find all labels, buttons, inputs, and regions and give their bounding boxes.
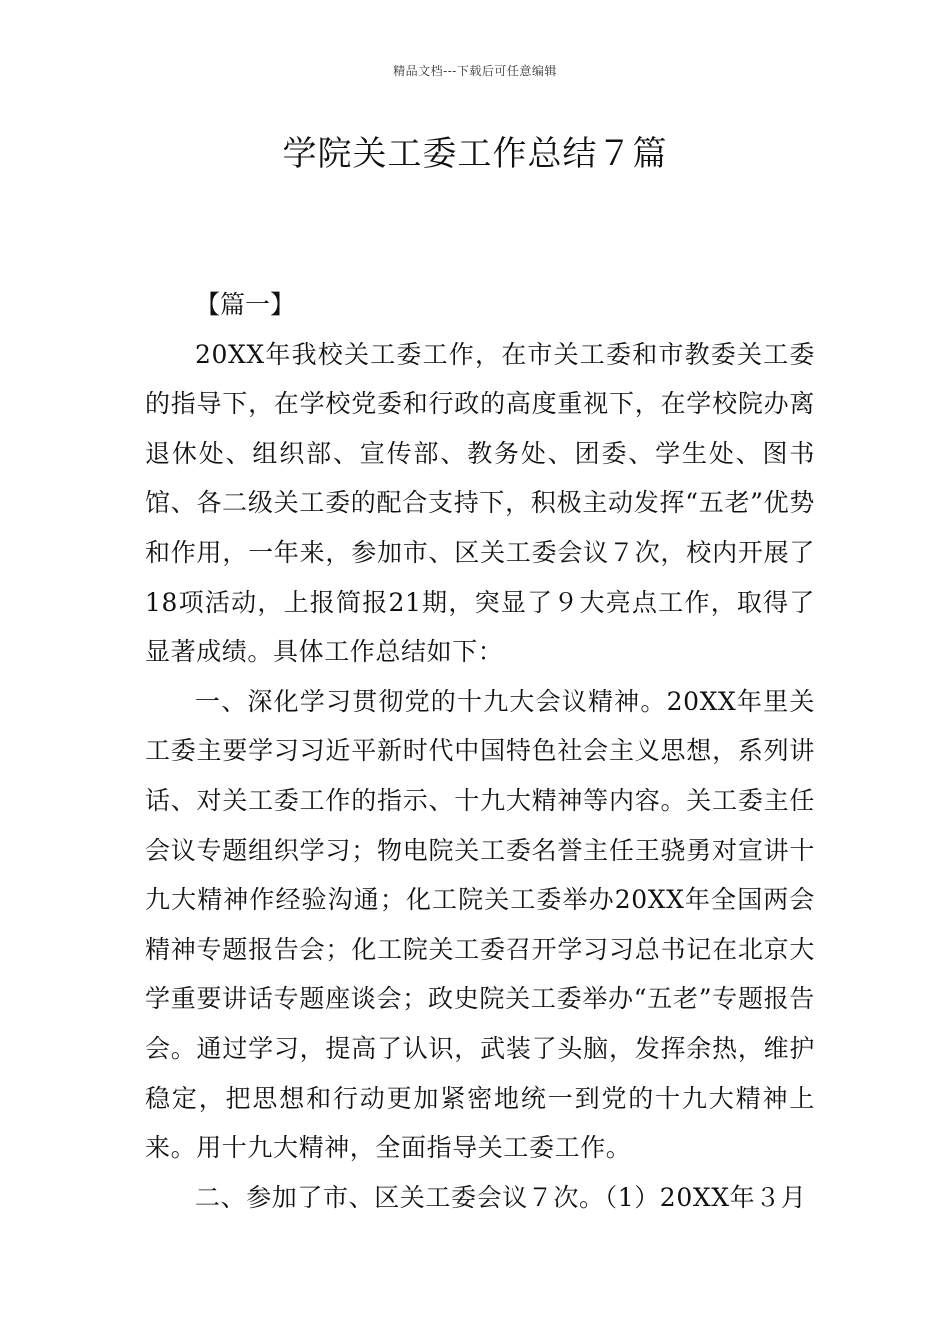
document-title: 学院关工委工作总结７篇 (282, 134, 668, 174)
paragraph-item-2: 二、参加了市、区关工委会议７次。（1）20XX年３月 (195, 1182, 807, 1212)
header-note: 精品文档---下载后可任意编辑 (393, 64, 557, 78)
document-body (145, 280, 815, 1222)
paragraph-item-1: 一、深化学习贯彻党的十九大会议精神。20XX年里关工委主要学习习近平新时代中国特色社会主义思想，系列讲话、对关工委工作的指示、十九大精神等内容。关工委主任会议专题组织学习；物电院关工委名誉主任王骁勇对宣讲十九大精神作经验沟通；化工院关工委举办20XX年全国两会精神专题报告会；化工院关工委召开学习习总书记在北京大学重要讲话专题座谈会；政史院关工委举办“五老”专题报告会。通过学习，提高了认识，武装了头脑，发挥余热，维护稳定，把思想和行动更加紧密地统一到党的十九大精神上来。用十九大精神，全面指导关工委工作。 (145, 686, 815, 1163)
section-heading: 【篇一】 (195, 290, 296, 319)
paragraph-intro: 20XX年我校关工委工作，在市关工委和市教委关工委的指导下，在学校党委和行政的高度重视下，在学校院办离退休处、组织部、宣传部、教务处、团委、学生处、图书馆、各二级关工委的配合支持下，积极主动发挥“五老”优势和作用，一年来，参加市、区关工委会议７次，校内开展了18项活动，上报简报21期，突显了９大亮点工作，取得了显著成绩。具体工作总结如下： (145, 339, 815, 667)
